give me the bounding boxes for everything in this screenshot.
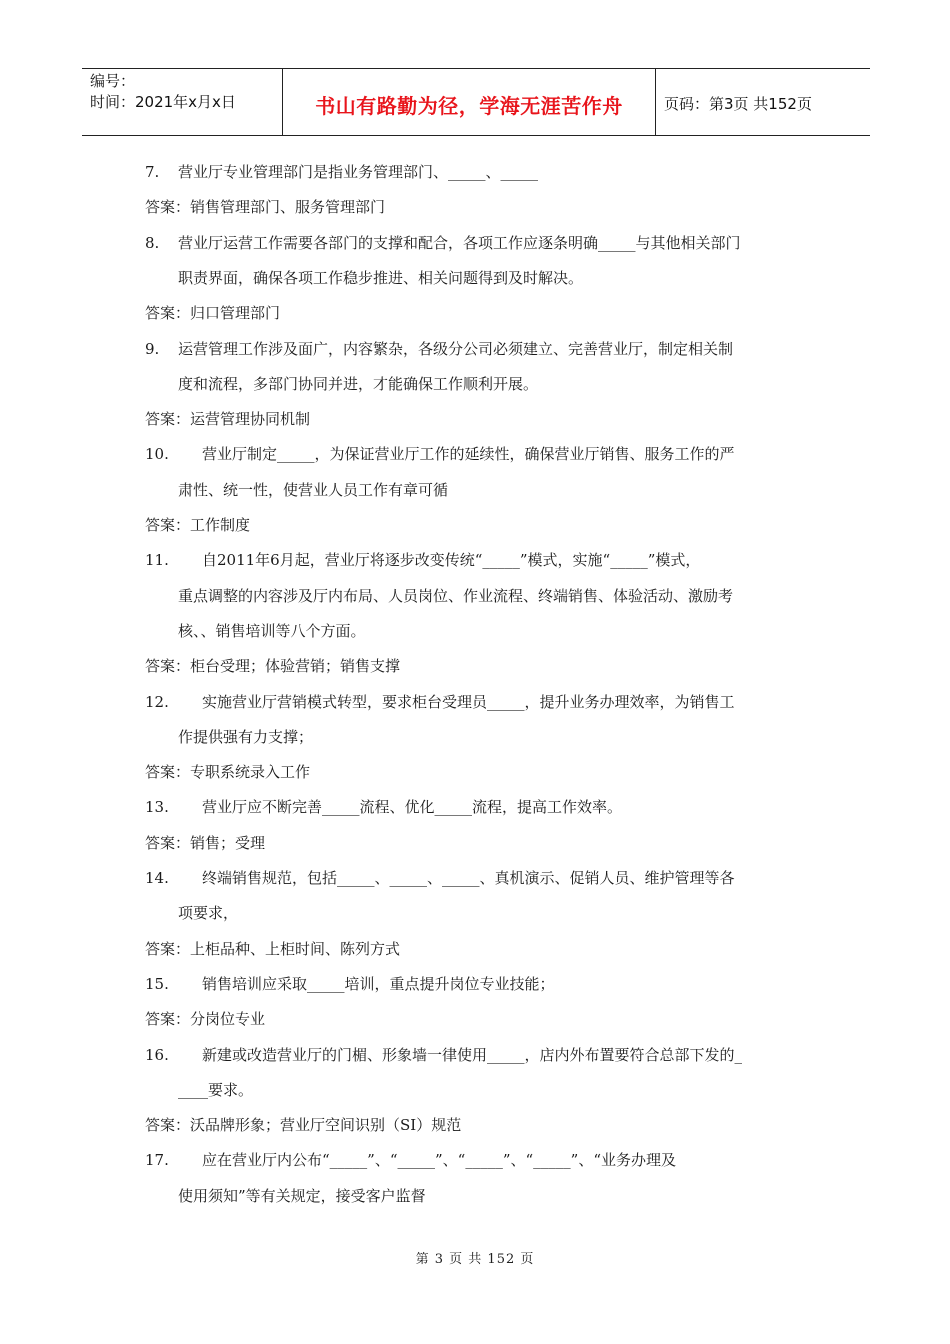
- question-text: 运营管理工作涉及面广，内容繁杂，各级分公司必须建立、完善营业厅，制定相关制: [178, 339, 734, 358]
- answer-line: 答案：沃品牌形象；营业厅空间识别（SI）规范: [145, 1116, 462, 1135]
- answer-line: 答案：分岗位专业: [145, 1010, 266, 1029]
- answer-line: 答案：上柜品种、上柜时间、陈列方式: [145, 939, 401, 958]
- header-meta: [90, 71, 236, 113]
- question-number: 15.: [145, 974, 169, 993]
- question-line-continued: 肃性、统一性，使营业人员工作有章可循: [178, 480, 449, 499]
- question-line-continued: 度和流程，多部门协同并进，才能确保工作顺利开展。: [178, 374, 539, 393]
- question-text: 营业厅专业管理部门是指业务管理部门、_____、_____: [178, 163, 539, 181]
- question-line-continued: 使用须知”等有关规定，接受客户监督: [178, 1186, 426, 1205]
- question-number: 9.: [145, 339, 160, 358]
- question-line-continued: 项要求，: [178, 904, 239, 923]
- question-line-continued: ____要求。: [178, 1080, 254, 1099]
- question-text: 终端销售规范，包括_____、_____、_____、真机演示、促销人员、维护管理等各: [202, 869, 735, 887]
- answer-line: 答案：运营管理协同机制: [145, 410, 311, 429]
- header-top-rule: [82, 68, 870, 69]
- header-divider-right: [655, 68, 656, 135]
- question-text: 营业厅制定_____，为保证营业厅工作的延续性，确保营业厅销售、服务工作的严: [202, 445, 735, 464]
- question-text: 营业厅应不断完善_____流程、优化_____流程，提高工作效率。: [202, 798, 623, 817]
- question-number: 10.: [145, 445, 169, 464]
- question-number: 13.: [145, 798, 169, 817]
- question-text: 销售培训应采取_____培训，重点提升岗位专业技能；: [202, 974, 555, 993]
- header-divider-left: [282, 68, 283, 135]
- question-number: 16.: [145, 1045, 169, 1064]
- time-label: 时间：2021年x月x日: [90, 93, 236, 111]
- question-number: 17.: [145, 1151, 169, 1170]
- answer-line: 答案：工作制度: [145, 516, 251, 534]
- answer-line: 答案：柜台受理；体验营销；销售支撑: [145, 657, 401, 676]
- question-line-continued: 职责界面，确保各项工作稳步推进、相关问题得到及时解决。: [178, 268, 584, 287]
- question-line-continued: 重点调整的内容涉及厅内布局、人员岗位、作业流程、终端销售、体验活动、激励考: [178, 586, 734, 605]
- answer-line: 答案：销售；受理: [145, 833, 266, 852]
- page-footer: 第 3 页 共 152 页: [415, 1252, 535, 1267]
- question-text: 实施营业厅营销模式转型，要求柜台受理员_____，提升业务办理效率，为销售工: [202, 692, 735, 711]
- question-text: 新建或改造营业厅的门楣、形象墙一律使用_____，店内外布置要符合总部下发的_: [202, 1045, 743, 1064]
- question-number: 12.: [145, 692, 169, 711]
- question-number: 7.: [145, 163, 160, 181]
- header-bottom-rule: [82, 135, 870, 136]
- question-number: 14.: [145, 869, 169, 887]
- question-text: 自2011年6月起，营业厅将逐步改变传统“_____”模式，实施“_____”模式，: [202, 551, 701, 570]
- question-number: 11.: [145, 551, 169, 570]
- answer-line: 答案：归口管理部门: [145, 304, 281, 323]
- code-label: 编号：: [90, 72, 136, 90]
- answer-line: 答案：专职系统录入工作: [145, 763, 311, 782]
- question-text: 应在营业厅内公布“_____”、“_____”、“_____”、“_____”、“业务办理及: [202, 1151, 677, 1170]
- question-line-continued: 作提供强有力支撑；: [178, 727, 314, 746]
- question-line-continued: 核、、销售培训等八个方面。: [178, 621, 366, 640]
- answer-line: 答案：销售管理部门、服务管理部门: [145, 198, 386, 217]
- header-motto: 书山有路勤为径，学海无涯苦作舟: [315, 94, 623, 118]
- header-page-number: 页码：第3页 共152页: [664, 95, 812, 113]
- question-number: 8.: [145, 233, 160, 252]
- question-text: 营业厅运营工作需要各部门的支撑和配合，各项工作应逐条明确_____与其他相关部门: [178, 233, 741, 252]
